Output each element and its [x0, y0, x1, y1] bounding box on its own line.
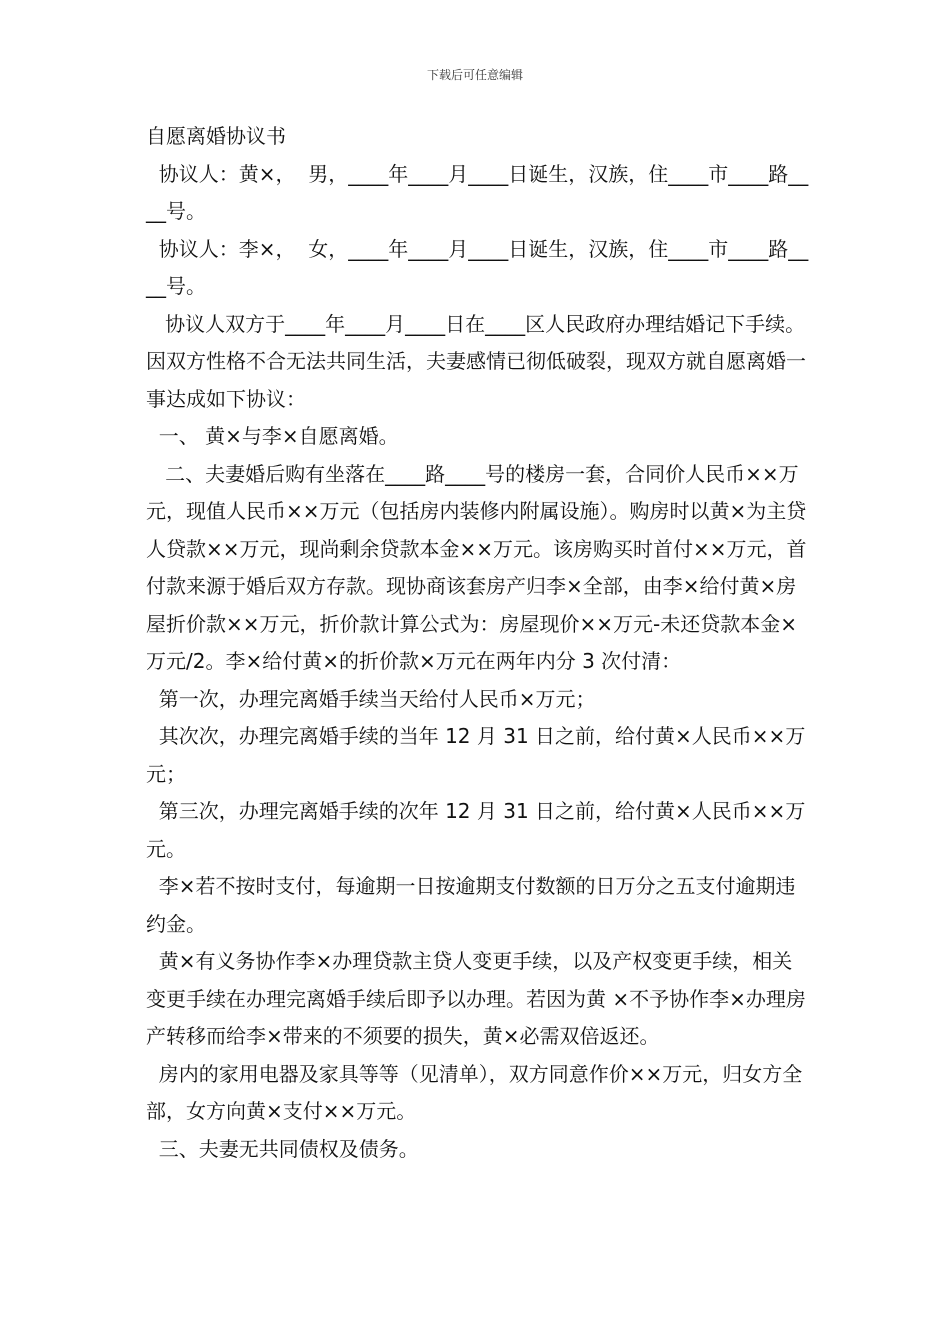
paragraph-party-li: 协议人：李×， 女，____年____月____日诞生，汉族，住____市____路____号。 — [146, 236, 809, 298]
document-title: 自愿离婚协议书 — [146, 124, 286, 148]
paragraph-furniture: 房内的家用电器及家具等等（见清单），双方同意作价××万元，归女方全部，女方向黄×支付××万元。 — [146, 1061, 803, 1123]
document-body — [146, 118, 812, 1168]
paragraph-penalty: 李×若不按时支付，每逾期一日按逾期支付数额的日万分之五支付逾期违约金。 — [146, 874, 796, 936]
paragraph-cooperation: 黄×有义务协作李×办理贷款主贷人变更手续，以及产权变更手续，相关变更手续在办理完离婚手续后即予以办理。若因为黄 ×不予协作李×办理房产转移而给李×带来的不须要的损失，黄×必需双倍返还。 — [146, 949, 806, 1048]
paragraph-intro: 协议人双方于____年____月____日在____区人民政府办理结婚记下手续。因双方性格不合无法共同生活，夫妻感情已彻低破裂，现双方就自愿离婚一事达成如下协议： — [146, 311, 806, 411]
paragraph-clause-2: 二、夫妻婚后购有坐落在____路____号的楼房一套，合同价人民币××万元，现值人民币××万元（包括房内装修内附属设施）。购房时以黄×为主贷人贷款××万元，现尚剩余贷款本金××万元。该房购买时首付××万元，首付款来源于婚后双方存款。现协商该套房产归李×全部，由李×给付黄×房屋折价款××万元，折价款计算公式为：房屋现价××万元-未还贷款本金×万元/2。李×给付黄×的折价款×万元在两年内分 3 次付清： — [146, 461, 807, 673]
paragraph-clause-1: 一、 黄×与李×自愿离婚。 — [146, 424, 399, 448]
page-header-note: 下载后可任意编辑 — [426, 68, 523, 82]
paragraph-payment-3: 第三次，办理完离婚手续的次年 12 月 31 日之前，给付黄×人民币××万元。 — [146, 799, 806, 861]
paragraph-party-huang: 协议人：黄×， 男，____年____月____日诞生，汉族，住____市____路____号。 — [146, 161, 809, 223]
paragraph-clause-3: 三、夫妻无共同债权及债务。 — [146, 1136, 419, 1161]
paragraph-payment-1: 第一次，办理完离婚手续当天给付人民币×万元； — [146, 686, 596, 711]
paragraph-payment-2: 其次次，办理完离婚手续的当年 12 月 31 日之前，给付黄×人民币××万元； — [146, 724, 806, 786]
